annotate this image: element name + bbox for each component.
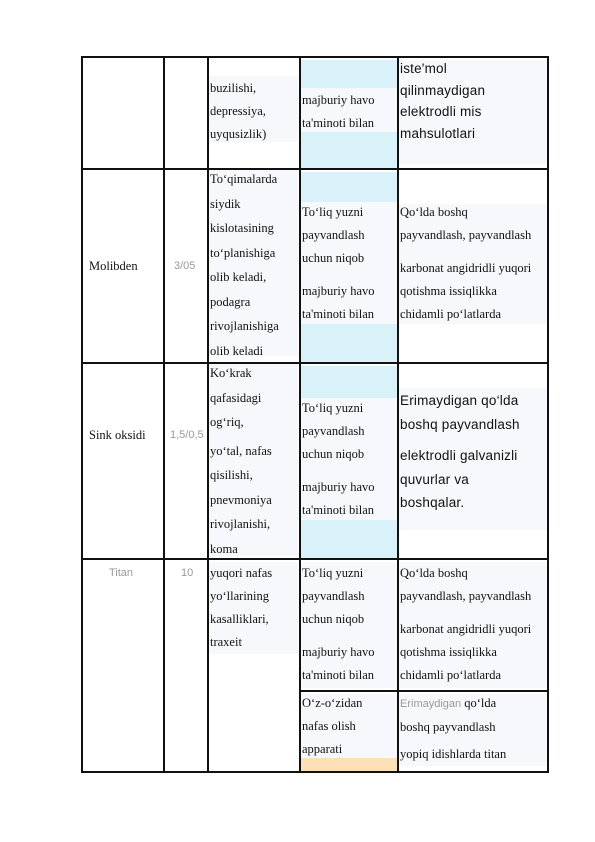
column-divider: [299, 56, 301, 773]
protection-bg-bottom: [301, 132, 397, 168]
text-line: yuqori nafas: [210, 566, 273, 580]
protection-bg-top: [301, 172, 397, 202]
text-line: qafasidagi: [210, 390, 262, 405]
text-line: mahsulotlari: [400, 125, 476, 141]
sub-protection-cell: [302, 692, 362, 761]
effect-cell: [210, 167, 279, 363]
text-line: To‘liq yuzni: [302, 566, 364, 580]
column-divider: [81, 56, 83, 773]
text-line: payvandlash: [302, 424, 365, 438]
text-line: quvurlar va: [400, 471, 469, 487]
text-line: Erimaydigan qo‘lda: [400, 393, 519, 408]
text-line: olib keladi: [210, 343, 264, 358]
protection-bg-bottom: [301, 520, 397, 558]
text-line: traxeit: [210, 635, 242, 649]
text-line: rivojlanishiga: [210, 319, 279, 333]
protection-bg-top: [301, 366, 397, 398]
effect-cell: [210, 361, 272, 561]
text-line: O‘z-o‘zidan: [302, 696, 363, 710]
text-line: og‘riq,: [210, 415, 244, 429]
text-line: yo‘tal, nafas: [210, 443, 272, 458]
text-line: payvandlash: [302, 589, 365, 603]
protection-cell: [302, 397, 375, 522]
limit-value: 1,5/0,5: [170, 429, 204, 441]
text-line: karbonat angidridli yuqori: [400, 261, 532, 275]
text-line: majburiy havo: [302, 645, 375, 659]
text-line: majburiy havo: [302, 284, 375, 298]
text-line: ta'minoti bilan: [302, 503, 375, 517]
text-line: uyqusizlik): [210, 127, 267, 141]
text-line: rivojlanishi,: [210, 517, 271, 531]
table-border-right: [547, 56, 549, 773]
text-line: ta'minoti bilan: [302, 116, 375, 130]
text-line: kasalliklari,: [210, 612, 269, 626]
sub-storage-cell: [400, 692, 506, 766]
protection-cell: [302, 562, 375, 687]
text-line: qilinmaydigan: [400, 82, 486, 98]
text-line: ta'minoti bilan: [302, 668, 375, 682]
text-line: yo‘llarining: [210, 589, 270, 603]
text-line: majburiy havo: [302, 480, 375, 494]
text-line: To‘qimalarda: [210, 172, 278, 186]
text-line: to‘planishiga: [210, 245, 276, 260]
limit-value: 3/05: [174, 260, 196, 272]
table-border-top: [81, 56, 549, 58]
text-line: elektrodli galvanizli: [400, 448, 518, 463]
text-line: boshq payvandlash: [400, 720, 496, 734]
element-name: Sink oksidi: [89, 428, 146, 442]
text-line: uchun niqob: [302, 251, 365, 265]
protection-bg-bottom: [301, 324, 397, 362]
text-line: olib keladi,: [210, 270, 267, 284]
row-divider: [81, 168, 549, 170]
text-line: boshq payvandlash: [400, 416, 520, 432]
text-line: apparati: [302, 742, 343, 756]
storage-cell: [400, 562, 531, 687]
text-line: Ko‘krak: [210, 366, 252, 380]
text-line: nafas olish: [302, 719, 356, 733]
protection-cell: [302, 89, 375, 135]
text-line: payvandlash: [302, 228, 365, 242]
text-line: boshqalar.: [400, 495, 465, 510]
text-line: payvandlash, payvandlash: [400, 589, 532, 603]
limit-value: 10: [181, 567, 194, 579]
protection-bg-top: [301, 60, 397, 88]
text-line: yopiq idishlarda titan: [400, 747, 507, 761]
text-prefix: Erimaydigan: [400, 698, 462, 710]
text-line: qotishma issiqlikka: [400, 645, 497, 659]
effect-cell: [210, 77, 266, 146]
text-line: buzilishi,: [210, 81, 257, 95]
text-line: chidamli po‘latlarda: [400, 668, 502, 682]
storage-cell: [400, 58, 485, 144]
storage-cell: [400, 201, 531, 326]
text-line: iste'mol: [400, 61, 447, 76]
storage-cell: [400, 389, 520, 515]
text-line: podagra: [210, 294, 251, 309]
text-line: elektrodli mis: [400, 104, 482, 119]
text-line: chidamli po‘latlarda: [400, 307, 502, 321]
text-line: uchun niqob: [302, 612, 365, 626]
text-line: To‘liq yuzni: [302, 401, 364, 415]
text-line: pnevmoniya: [210, 492, 272, 507]
text-line: depressiya,: [210, 104, 266, 118]
text-line: karbonat angidridli yuqori: [400, 622, 532, 636]
text-line: qisilishi,: [210, 468, 253, 482]
effect-cell: [210, 562, 272, 654]
text-line: Qo‘lda boshq: [400, 205, 468, 219]
text-line: uchun niqob: [302, 447, 365, 461]
text-line: Qo‘lda boshq: [400, 566, 468, 580]
column-divider: [207, 56, 209, 773]
table-border-bottom: [81, 771, 549, 773]
text-line: ta'minoti bilan: [302, 307, 375, 321]
element-name: Titan: [109, 567, 134, 579]
row-divider: [81, 558, 549, 560]
text-line: qotishma issiqlikka: [400, 284, 497, 298]
text-line: To‘liq yuzni: [302, 205, 364, 219]
text-line: koma: [210, 541, 238, 556]
text-line: majburiy havo: [302, 93, 375, 107]
text-line: kislotasining: [210, 221, 274, 235]
text-line: siydik: [210, 196, 241, 211]
text-line: qo‘lda: [461, 696, 497, 710]
element-name: Molibden: [89, 259, 138, 273]
row-divider: [81, 362, 549, 364]
text-line: payvandlash, payvandlash: [400, 228, 532, 242]
column-divider: [397, 56, 399, 773]
protection-cell: [302, 201, 375, 326]
row-divider: [299, 690, 549, 692]
column-divider: [163, 56, 165, 773]
